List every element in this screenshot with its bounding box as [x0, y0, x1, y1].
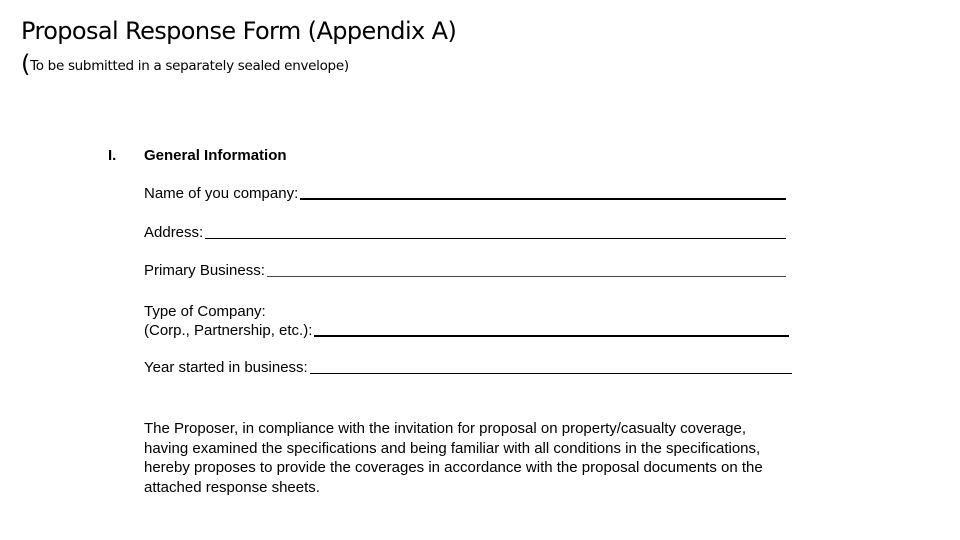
subtitle-text: To be submitted in a separately sealed envelope)	[30, 58, 349, 74]
company-type-label-line2: (Corp., Partnership, etc.):	[144, 322, 313, 339]
primary-business-field[interactable]	[267, 276, 786, 277]
company-type-field[interactable]	[314, 335, 789, 337]
address-field[interactable]	[205, 238, 786, 239]
section-numeral: I.	[108, 147, 117, 164]
company-name-row	[144, 185, 786, 203]
year-started-label: Year started in business:	[144, 359, 308, 376]
primary-business-row	[144, 262, 786, 280]
primary-business-label: Primary Business:	[144, 262, 265, 279]
subtitle-open-paren: (	[21, 50, 31, 78]
company-type-row	[144, 302, 789, 340]
address-row	[144, 224, 786, 242]
company-name-label: Name of you company:	[144, 185, 299, 202]
company-name-field[interactable]	[300, 198, 786, 200]
year-started-field[interactable]	[310, 373, 792, 374]
year-started-row	[144, 359, 792, 377]
company-type-label	[144, 302, 312, 340]
address-label: Address:	[144, 224, 204, 241]
proposer-statement: The Proposer, in compliance with the invitation for proposal on property/casualty coverage, having examined the specifications and being familiar with all conditions in the specifications, hereby proposes to provide the coverages in accordance with the proposal documents on the attached response sheets.	[144, 420, 763, 496]
section-heading: General Information	[144, 147, 287, 164]
company-type-label-line1: Type of Company:	[144, 303, 266, 320]
slide-title: Proposal Response Form (Appendix A)	[21, 17, 457, 45]
